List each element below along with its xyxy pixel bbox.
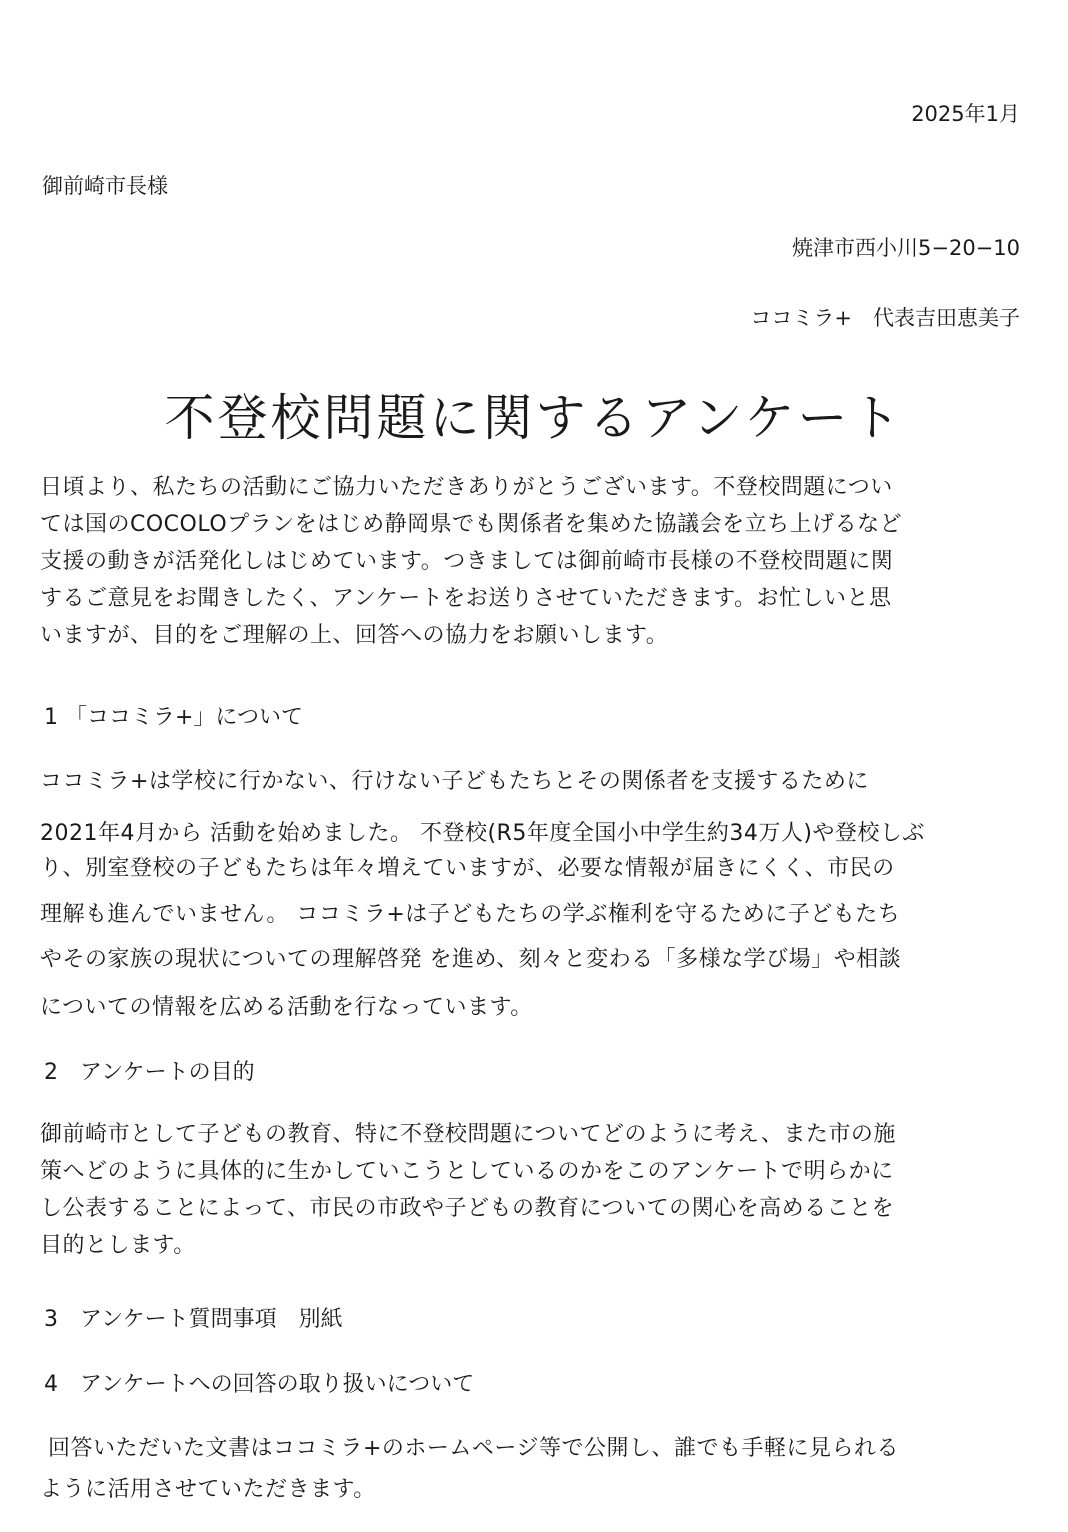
document-title: 不登校問題に関するアンケート bbox=[164, 389, 904, 447]
section-1-line: 2021年4月から 活動を始めました。 不登校(R5年度全国小中学生約34万人)や登校しぶ bbox=[40, 821, 925, 846]
sender-address: 焼津市西小川5−20−10 bbox=[792, 236, 1020, 260]
section-2-heading: 2 アンケートの目的 bbox=[44, 1060, 255, 1085]
section-1-line: 理解も進んでいません。 ココミラ+は子どもたちの学ぶ権利を守るために子どもたち bbox=[40, 902, 901, 927]
intro-line: いますが、目的をご理解の上、回答への協力をお願いします。 bbox=[40, 623, 669, 648]
intro-line: するご意見をお聞きしたく、アンケートをお送りさせていただきます。お忙しいと思 bbox=[40, 586, 892, 611]
section-1-line: り、別室登校の子どもたちは年々増えていますが、必要な情報が届きにくく、市民の bbox=[40, 856, 895, 881]
section-2-line: 目的とします。 bbox=[40, 1233, 196, 1258]
section-1-heading: 1 「ココミラ+」について bbox=[44, 705, 303, 730]
recipient: 御前崎市長様 bbox=[42, 174, 168, 198]
section-4-line: 回答いただいた文書はココミラ+のホームページ等で公開し、誰でも手軽に見られる bbox=[48, 1436, 899, 1461]
section-1-line: ココミラ+は学校に行かない、行けない子どもたちとその関係者を支援するために bbox=[40, 769, 869, 794]
section-4-line: ように活用させていただきます。 bbox=[40, 1477, 376, 1502]
section-1-line: やその家族の現状についての理解啓発 を進め、刻々と変わる「多様な学び場」や相談 bbox=[40, 947, 902, 972]
date: 2025年1月 bbox=[911, 102, 1020, 126]
intro-line: ては国のCOCOLOプランをはじめ静岡県でも関係者を集めた協議会を立ち上げるなど bbox=[40, 512, 903, 537]
section-2-line: 策へどのように具体的に生かしていこうとしているのかをこのアンケートで明らかに bbox=[40, 1159, 894, 1184]
section-1-line: についての情報を広める活動を行なっています。 bbox=[40, 995, 533, 1020]
intro-line: 日頃より、私たちの活動にご協力いただきありがとうございます。不登校問題につい bbox=[40, 475, 893, 500]
section-4-heading: 4 アンケートへの回答の取り扱いについて bbox=[44, 1372, 475, 1397]
section-2-line: し公表することによって、市民の市政や子どもの教育についての関心を高めることを bbox=[40, 1196, 895, 1221]
sender-name: ココミラ+ 代表吉田恵美子 bbox=[750, 306, 1020, 330]
section-3-heading: 3 アンケート質問事項 別紙 bbox=[44, 1307, 343, 1332]
section-2-line: 御前崎市として子どもの教育、特に不登校問題についてどのように考え、また市の施 bbox=[40, 1122, 896, 1147]
intro-line: 支援の動きが活発化しはじめています。つきましては御前崎市長様の不登校問題に関 bbox=[40, 549, 894, 574]
